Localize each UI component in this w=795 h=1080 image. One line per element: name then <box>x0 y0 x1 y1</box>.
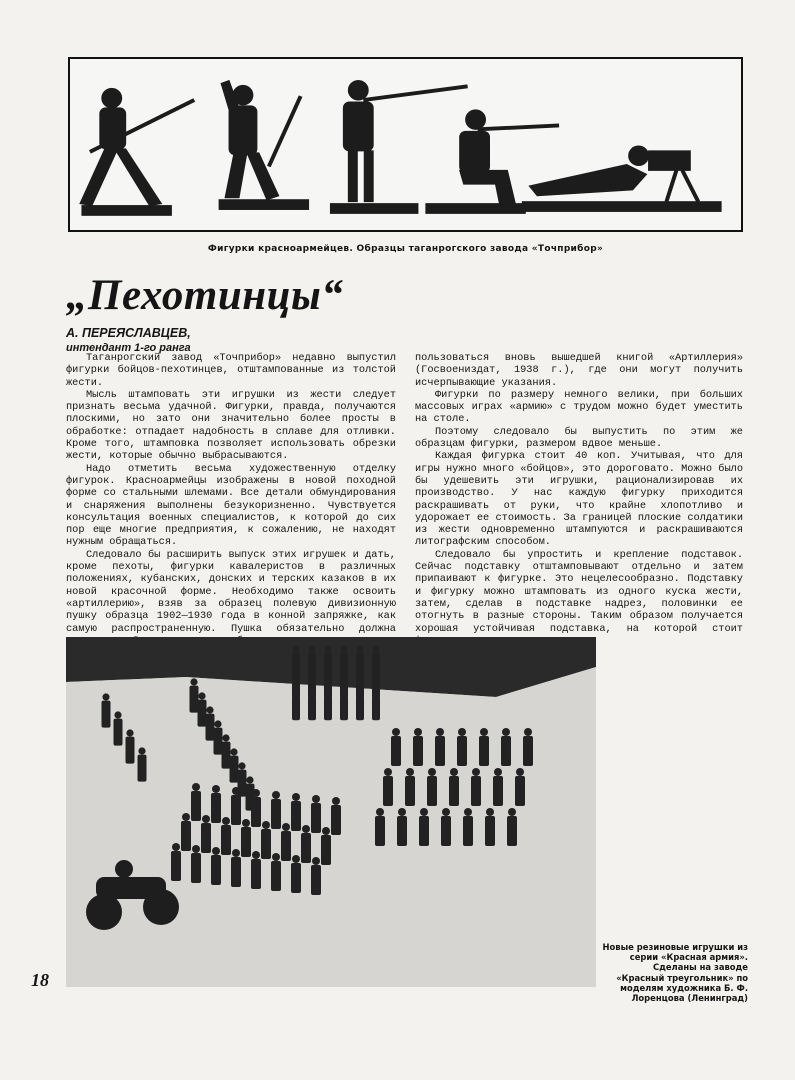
toy-soldier-head <box>309 668 315 674</box>
toy-soldier-head <box>230 748 237 755</box>
toy-soldier-head <box>252 851 260 859</box>
toy-soldier-head <box>322 827 330 835</box>
toy-soldier-body <box>214 728 223 755</box>
toy-soldier-head <box>126 729 133 736</box>
toy-soldier-head <box>293 668 299 674</box>
toy-soldier-body <box>261 829 271 859</box>
toy-soldier-body <box>230 756 239 783</box>
toy-soldier-head <box>309 646 315 652</box>
toy-soldier-head <box>325 646 331 652</box>
toy-soldier-head <box>341 646 347 652</box>
toy-soldier-body <box>311 803 321 833</box>
toy-soldier-body <box>441 816 451 846</box>
article-column-left <box>66 352 396 659</box>
toy-soldier-body <box>449 776 459 806</box>
toy-soldier-body <box>427 776 437 806</box>
toy-soldier-head <box>292 855 300 863</box>
toy-soldier-body <box>321 835 331 865</box>
toy-soldier-body <box>201 823 211 853</box>
toy-soldier-body <box>515 776 525 806</box>
toy-soldier-head <box>406 768 414 776</box>
toy-soldier-head <box>373 668 379 674</box>
toy-soldier-head <box>293 690 299 696</box>
toy-soldier-head <box>172 843 180 851</box>
toy-soldier-body <box>211 855 221 885</box>
toy-soldier-head <box>420 808 428 816</box>
toy-soldier-head <box>508 808 516 816</box>
toy-soldier-head <box>272 791 280 799</box>
toy-soldier-body <box>507 816 517 846</box>
toy-soldier-body <box>419 816 429 846</box>
toy-soldier-head <box>242 819 250 827</box>
toy-soldier-head <box>138 747 145 754</box>
toy-soldier-head <box>486 808 494 816</box>
toy-soldier-body <box>435 736 445 766</box>
toy-soldier-body <box>493 776 503 806</box>
toy-soldier-body <box>191 853 201 883</box>
toy-soldier-head <box>214 720 221 727</box>
toy-soldier-body <box>405 776 415 806</box>
toy-soldier-head <box>309 690 315 696</box>
toy-soldier-body <box>375 816 385 846</box>
paragraph: Фигурки по размеру немного велики, при больших массовых играх «армию» с трудом можно будет уместить на столе. <box>415 388 743 426</box>
toy-soldier-head <box>222 734 229 741</box>
toy-soldier-body <box>102 701 111 728</box>
toy-soldier-body <box>308 696 316 720</box>
toy-soldier-body <box>413 736 423 766</box>
soldier-figure-kneeling-fire <box>426 110 559 214</box>
toy-soldier-head <box>357 690 363 696</box>
toy-soldier-body <box>190 686 199 713</box>
toy-soldier-head <box>332 797 340 805</box>
toy-soldier-head <box>246 776 253 783</box>
toy-soldier-body <box>331 805 341 835</box>
toy-soldier-head <box>376 808 384 816</box>
toy-soldier-head <box>516 768 524 776</box>
toy-soldier-head <box>357 668 363 674</box>
toy-soldier-body <box>324 696 332 720</box>
soldier-figure-grenade <box>219 80 308 209</box>
paragraph: Надо отметить весьма художественную отделку фигурок. Красноармейцы изображены в новой походной форме со стальными шлемами. Все детали обмундирования и снаряжения выполнены безукоризненно. Чувствуется консультация военных специалистов, к которой до сих пор еще многие предприятия, к сожалению, не находят нужным обращаться. <box>66 462 396 549</box>
toy-soldier-head <box>238 762 245 769</box>
toy-soldier-head <box>292 793 300 801</box>
toy-soldier-head <box>341 690 347 696</box>
toy-soldier-head <box>312 795 320 803</box>
toy-soldier-head <box>480 728 488 736</box>
toy-soldier-body <box>171 851 181 881</box>
toy-soldier-body <box>211 793 221 823</box>
page-number: 18 <box>31 970 49 990</box>
toy-soldier-body <box>281 831 291 861</box>
soldier-figure-machine-gun <box>522 146 721 211</box>
paragraph: Таганрогский завод «Точприбор» недавно выпустил фигурки бойцов-пехотинцев, отштампованные из толстой жести. <box>66 352 396 389</box>
toy-soldier-body <box>463 816 473 846</box>
toy-soldier-head <box>192 845 200 853</box>
article-title: „Пехотинцы“ <box>66 272 344 319</box>
paragraph: Следовало бы расширить выпуск этих игрушек и дать, кроме пехоты, фигурки кавалеристов в различных положениях, кубанских, донских и терских казаков в их новой красочной форме. Необходимо также освоить «артиллерию», взяв за образец полевую дивизионную пушку образца 1902—1930 года в конной запряжке, как самую распространенную. Пушка обязательно должна <box>66 548 396 635</box>
rubber-toys-parade-photo <box>66 637 596 987</box>
toy-soldier-head <box>458 728 466 736</box>
author-name: А. ПЕРЕЯСЛАВЦЕВ, <box>66 326 191 340</box>
paragraph: Каждая фигурка стоит 40 коп. Учитывая, что для игры нужно много «бойцов», это дороговато. Можно было бы удешевить эти игрушки, рационализировав их производство. У нас каждую фигурку приходится раскрашивать от руки, что крайне хлопотливо и удорожает ее стоимость. За границей плоские солдатики из жести одновременно штампуются и раскрашиваются литографским способом. <box>415 450 743 549</box>
toy-soldier-head <box>472 768 480 776</box>
top-photo-caption: Фигурки красноармейцев. Образцы таганрогского завода «Точприбор» <box>207 244 604 254</box>
toy-soldier-head <box>502 728 510 736</box>
toy-soldier-head <box>262 821 270 829</box>
paragraph: Следовало бы упростить и крепление подставок. Сейчас подставку отштамповывают отдельно и затем припаивают к фигурке. Это нецелесообразно. Подставку и фигурку можно штамповать из одного куска жести, затем, сделав в подставке надрез, половинки ее отогнуть в разные стороны. Таким образом получается хорошая устойчивая подставка, на которой стоит <box>415 548 743 635</box>
bottom-photo-caption: Новые резиновые игрушки из серии «Красная армия». Сделаны на заводе «Красный треугольник» по моделям художника Б. Ф. Лоренцова (Ленинград) <box>602 942 748 1004</box>
toy-soldier-head <box>312 857 320 865</box>
paragraph: пользоваться вновь вышедшей книгой «Артиллерия» (Госвоениздат, 1938 г.), где они могут получить исчерпывающие указания. <box>415 352 743 389</box>
toy-soldier-head <box>198 692 205 699</box>
toy-soldier-head <box>282 823 290 831</box>
toy-soldier-head <box>114 711 121 718</box>
toy-soldier-head <box>252 789 260 797</box>
toy-soldier-head <box>373 690 379 696</box>
toy-soldier-head <box>436 728 444 736</box>
toy-soldier-body <box>501 736 511 766</box>
toy-soldier-head <box>202 815 210 823</box>
toy-soldier-body <box>251 797 261 827</box>
toy-soldier-head <box>232 849 240 857</box>
toy-soldier-head <box>464 808 472 816</box>
toy-soldier-head <box>494 768 502 776</box>
toy-soldier-body <box>206 714 215 741</box>
toy-soldier-head <box>182 813 190 821</box>
toy-soldier-head <box>392 728 400 736</box>
toy-soldier-head <box>232 787 240 795</box>
toy-soldier-body <box>340 696 348 720</box>
toy-soldier-head <box>357 646 363 652</box>
toy-soldier-head <box>428 768 436 776</box>
toy-soldier-body <box>457 736 467 766</box>
toy-soldier-head <box>450 768 458 776</box>
toy-soldier-body <box>356 696 364 720</box>
toy-soldier-body <box>301 833 311 863</box>
toy-soldier-head <box>293 646 299 652</box>
toy-soldier-body <box>292 696 300 720</box>
toy-soldier-body <box>241 827 251 857</box>
toy-soldier-head <box>102 693 109 700</box>
toy-soldier-head <box>341 668 347 674</box>
toy-soldier-body <box>291 863 301 893</box>
toy-soldier-body <box>126 737 135 764</box>
toy-soldier-body <box>271 861 281 891</box>
toy-soldier-body <box>471 776 481 806</box>
toy-soldier-head <box>212 847 220 855</box>
toy-soldier-body <box>251 859 261 889</box>
soldier-figure-marching <box>80 88 194 215</box>
toy-soldier-body <box>231 857 241 887</box>
author-rank: интендант 1-го ранга <box>66 342 191 354</box>
toy-soldier-body <box>191 791 201 821</box>
toy-soldier-head <box>190 678 197 685</box>
toy-soldiers-photo <box>68 57 743 232</box>
toy-soldier-body <box>198 700 207 727</box>
toy-soldier-body <box>311 865 321 895</box>
soldier-figure-standing-fire <box>330 80 467 213</box>
toy-soldier-head <box>325 668 331 674</box>
toy-soldier-body <box>221 825 231 855</box>
toy-soldier-head <box>414 728 422 736</box>
toy-soldier-body <box>222 742 231 769</box>
toy-soldier-body <box>181 821 191 851</box>
toy-soldier-head <box>524 728 532 736</box>
toy-soldier-head <box>325 690 331 696</box>
toy-soldier-head <box>373 646 379 652</box>
paragraph: Мысль штамповать эти игрушки из жести следует признать весьма удачной. Фигурки, правда, получаются плоскими, но зато они значительно более просты в обработке: отпадает надобность в сплаве для отливки. Кроме того, штамповка позволяет использовать обрезки жести, которые обычно выбрасываются. <box>66 388 396 463</box>
toy-soldier-body <box>391 736 401 766</box>
toy-soldier-body <box>231 795 241 825</box>
article-column-right <box>415 352 743 647</box>
toy-soldier-body <box>114 719 123 746</box>
toy-soldier-head <box>272 853 280 861</box>
toy-soldier-head <box>212 785 220 793</box>
toy-soldier-body <box>523 736 533 766</box>
toy-soldier-head <box>222 817 230 825</box>
toy-soldier-body <box>291 801 301 831</box>
toy-soldier-head <box>192 783 200 791</box>
toy-soldier-body <box>485 816 495 846</box>
toy-soldier-head <box>398 808 406 816</box>
toy-soldier-head <box>442 808 450 816</box>
toy-soldier-head <box>302 825 310 833</box>
toy-soldier-body <box>138 755 147 782</box>
toy-soldier-head <box>206 706 213 713</box>
toy-soldier-body <box>372 696 380 720</box>
toy-soldier-body <box>397 816 407 846</box>
toy-soldier-body <box>383 776 393 806</box>
toy-soldier-head <box>384 768 392 776</box>
toy-soldier-body <box>271 799 281 829</box>
paragraph: Поэтому следовало бы выпустить по этим же образцам фигурки, размером вдвое меньше. <box>415 425 743 451</box>
toy-soldier-body <box>479 736 489 766</box>
